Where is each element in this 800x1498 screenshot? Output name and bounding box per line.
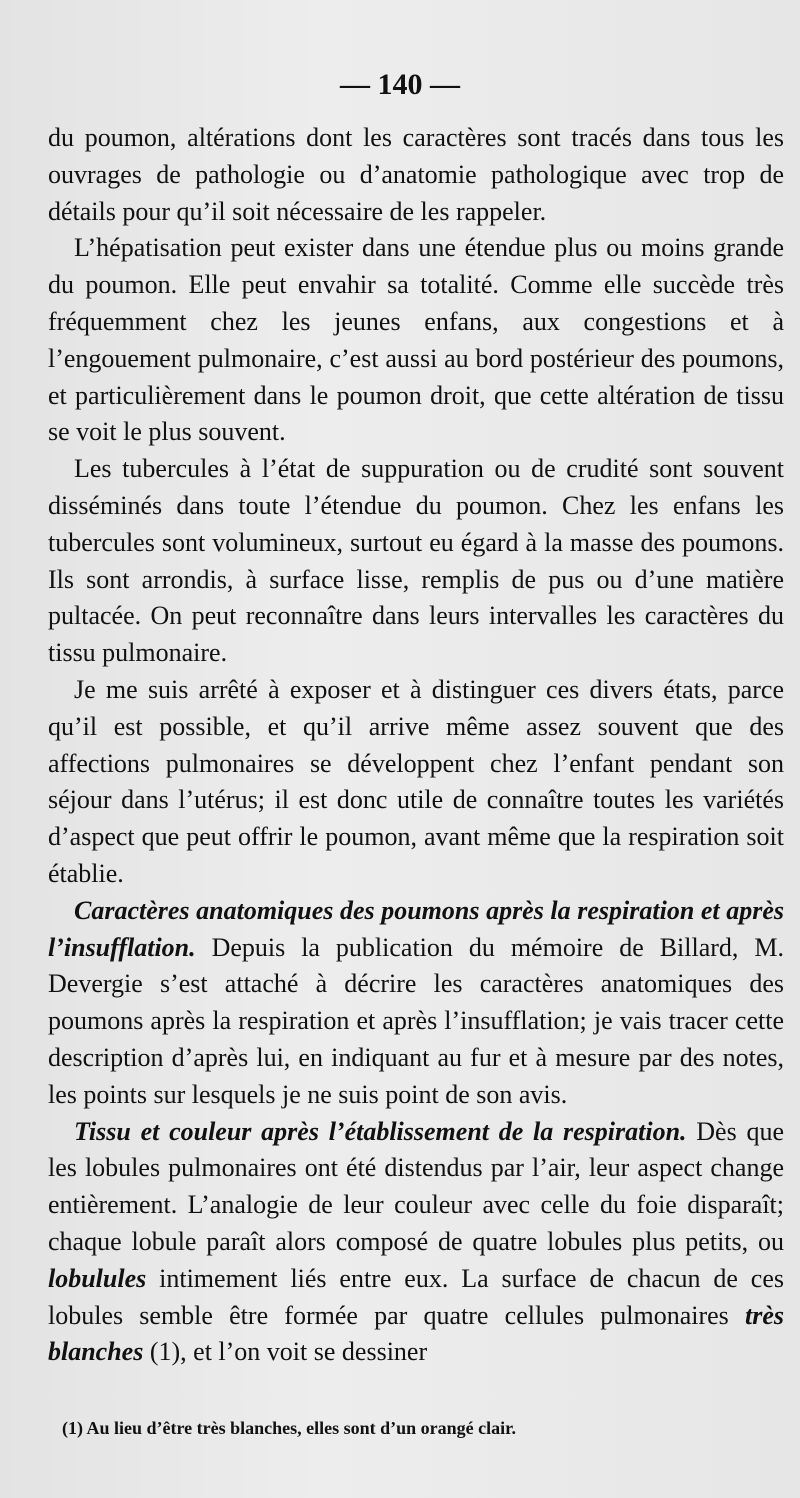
paragraph-5-text: Depuis la publication du mémoire de Billard, M. Devergie s’est attaché à décrire les caractères anatomiques des poumons après la respiration et après l’insufflation; je vais tracer cette description d’après lui, en indiquant au fur et à mesure par des notes, les points sur lesquels je ne suis point de son avis. — [48, 932, 784, 1109]
term-lobulules: lobulules — [48, 1263, 147, 1293]
paragraph-2: L’hépatisation peut exister dans une étendue plus ou moins grande du poumon. Elle peut envahir sa totalité. Comme elle succède très fréquemment chez les jeunes enfans, aux congestions et à l’engouement pulmonaire, c’est aussi au bord postérieur des poumons, et particulièrement dans le poumon droit, que cette altération de tissu se voit le plus souvent. — [48, 233, 784, 447]
paragraph-4: Je me suis arrêté à exposer et à distinguer ces divers états, parce qu’il est possible, et qu’il arrive même assez souvent que des affections pulmonaires se développent chez l’enfant pendant son séjour dans l’utérus; il est donc utile de connaître toutes les variétés d’aspect que peut offrir le poumon, avant même que la respiration soit établie. — [48, 674, 784, 888]
section-heading-anatomy: Caractères anatomiques des poumons après la respiration et après l’insufflation. — [48, 895, 784, 962]
term-tres-blanches: très blanches — [48, 1300, 784, 1367]
paragraph-6-text-b: intimement liés entre eux. La surface de chacun de ces lobules semble être formée par quatre cellules pulmonaires — [48, 1263, 784, 1330]
paragraph-6-text-a: Dès que les lobules pulmonaires ont été distendus par l’air, leur aspect change entièrement. L’analogie de leur couleur avec celle du foie disparaît; chaque lobule paraît alors composé de quatre lobules plus petits, ou — [48, 1116, 784, 1256]
body-text — [48, 120, 784, 1371]
footnote: (1) Au lieu d’être très blanches, elles sont d’un orangé clair. — [62, 1418, 516, 1438]
page-number: — 140 — — [340, 68, 460, 101]
paragraph-6-text-c: (1), et l’on voit se dessiner — [143, 1337, 428, 1367]
paragraph-1: du poumon, altérations dont les caractères sont tracés dans tous les ouvrages de pathologie ou d’anatomie pathologique avec trop de détails pour qu’il soit nécessaire de les rappeler. — [48, 123, 784, 226]
paragraph-5 — [48, 893, 784, 1114]
paragraph-3: Les tubercules à l’état de suppuration ou de crudité sont souvent disséminés dans toute l’étendue du poumon. Chez les enfans les tubercules sont volumineux, surtout eu égard à la masse des poumons. Ils sont arrondis, à surface lisse, remplis de pus ou d’une matière pultacée. On peut reconnaître dans leurs intervalles les caractères du tissu pulmonaire. — [48, 454, 784, 668]
paragraph-6 — [48, 1114, 784, 1372]
section-heading-tissue: Tissu et couleur après l’établissement de la respiration. — [74, 1116, 687, 1146]
